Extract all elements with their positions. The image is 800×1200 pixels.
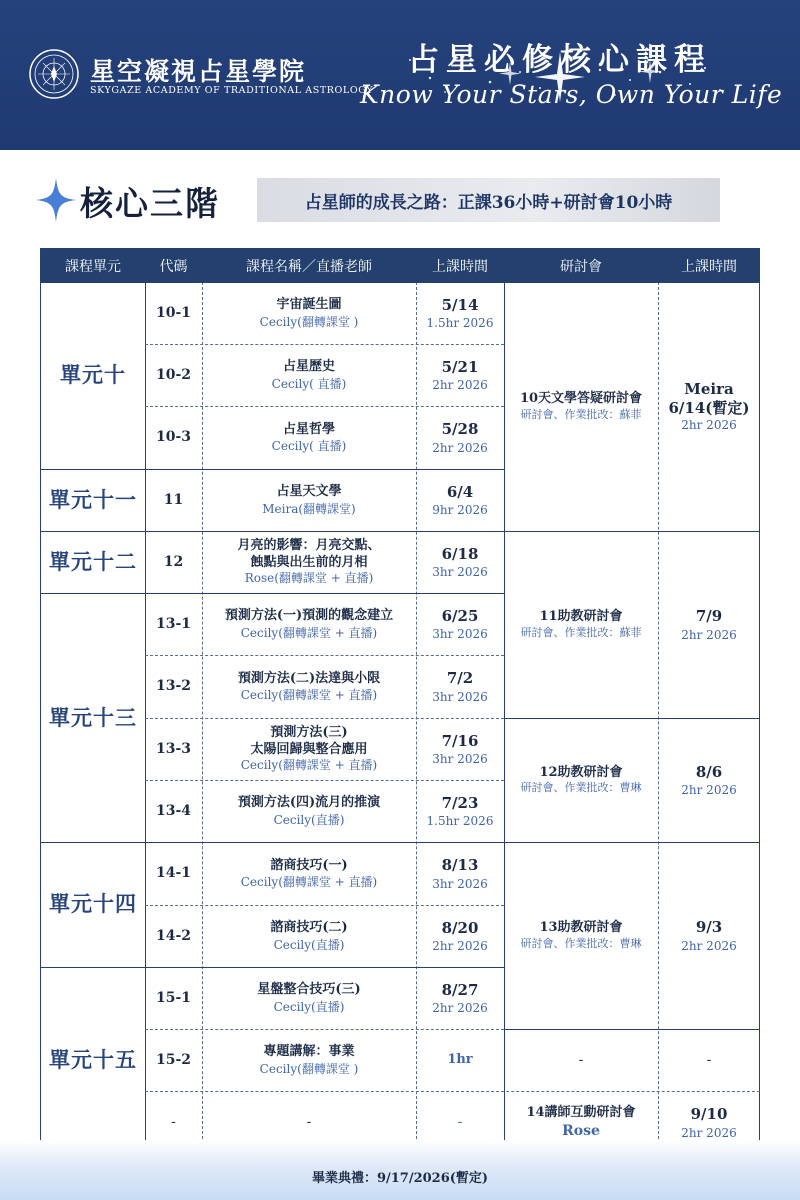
- seminar-time: [658, 842, 760, 1029]
- academy-logo-icon: [28, 48, 80, 100]
- academy-name-en: SKYGAZE ACADEMY OF TRADITIONAL ASTROLOGY: [90, 85, 374, 96]
- seminar-duration: 2hr 2026: [681, 1125, 737, 1140]
- row-time: [416, 718, 504, 780]
- row-code: 15-1: [155, 989, 192, 1006]
- row-code: 10-3: [155, 429, 192, 446]
- seminar-date: 7/9: [695, 607, 723, 626]
- header-unit: 課程單元: [41, 249, 145, 282]
- row-code: -: [171, 1114, 176, 1131]
- row-course: [202, 344, 416, 406]
- row-course: -: [306, 1114, 312, 1131]
- four-point-star-icon: [36, 178, 76, 222]
- header-seminar: 研討會: [504, 249, 658, 282]
- course-duration: 3hr 2026: [432, 876, 488, 891]
- seminar-title: 14講師互動研討會: [526, 1105, 636, 1121]
- course-teacher: Cecily(翻轉課堂 + 直播): [240, 875, 378, 890]
- seminar-date: 6/14(暫定): [668, 399, 750, 417]
- course-duration: 2hr 2026: [432, 378, 488, 393]
- course-date: 8/13: [441, 856, 479, 875]
- seminar-cell: [504, 842, 658, 1029]
- seminar-duration: 2hr 2026: [681, 783, 737, 798]
- course-name: 蝕點與出生前的月相: [250, 554, 368, 570]
- course-duration: 3hr 2026: [432, 565, 488, 580]
- seminar-time: [658, 531, 760, 718]
- slogan: Know Your Stars, Own Your Life: [360, 80, 783, 109]
- row-time: [416, 344, 504, 406]
- seminar-date: 8/6: [695, 762, 723, 781]
- seminar-subtitle: 研討會、作業批改：蘇菲: [520, 407, 642, 421]
- row-time: [416, 842, 504, 905]
- row-course: [202, 406, 416, 469]
- row-code: 14-2: [155, 927, 192, 944]
- course-duration: 1.5hr 2026: [426, 814, 494, 829]
- row-course: [202, 1029, 416, 1091]
- seminar-time: [658, 282, 760, 531]
- course-name: 預測方法(三): [270, 725, 348, 741]
- course-date: 6/4: [446, 482, 474, 501]
- course-duration: 9hr 2026: [432, 503, 488, 518]
- seminar-cell: -: [578, 1051, 584, 1068]
- course-date: 6/25: [441, 606, 479, 625]
- course-date: 7/16: [441, 731, 479, 750]
- course-duration: 1hr: [447, 1052, 473, 1068]
- row-time: [416, 655, 504, 718]
- seminar-title: 13助教研討會: [539, 920, 623, 936]
- seminar-subtitle: 研討會、作業批改：曹琳: [520, 781, 642, 795]
- course-teacher: Meira(翻轉課堂): [262, 501, 356, 516]
- row-code: 10-1: [155, 304, 192, 321]
- row-time: [416, 469, 504, 531]
- row-code: 12: [163, 553, 184, 570]
- course-duration: 3hr 2026: [432, 752, 488, 767]
- course-date: 6/18: [441, 544, 479, 563]
- course-teacher: Cecily(翻轉課堂 ): [259, 314, 359, 329]
- course-teacher: Rose(翻轉課堂 + 直播): [244, 570, 374, 585]
- course-schedule-table: [40, 248, 760, 1154]
- row-code: 14-1: [155, 865, 192, 882]
- row-time: [416, 1029, 504, 1091]
- row-course: [202, 282, 416, 344]
- course-teacher: Cecily(翻轉課堂 ): [259, 1061, 359, 1076]
- header-course-name: 課程名稱／直播老師: [202, 249, 416, 282]
- course-date: 5/28: [441, 420, 479, 439]
- course-teacher: Cecily( 直播): [271, 376, 347, 391]
- row-code: 10-2: [155, 366, 192, 383]
- course-teacher: Cecily(直播): [273, 937, 345, 952]
- course-name: 占星天文學: [276, 484, 342, 500]
- unit-10: 單元十: [60, 362, 126, 388]
- course-name: 諮商技巧(一): [270, 857, 348, 873]
- unit-13: 單元十三: [49, 704, 137, 730]
- seminar-teacher: Meira: [684, 380, 734, 399]
- course-duration: 1.5hr 2026: [426, 316, 494, 331]
- row-course: [202, 718, 416, 780]
- seminar-title: 11助教研討會: [539, 609, 623, 625]
- header-seminar-time: 上課時間: [658, 249, 760, 282]
- course-date: 7/23: [441, 793, 479, 812]
- row-time: [416, 531, 504, 593]
- seminar-subtitle: 研討會、作業批改：曹琳: [520, 936, 642, 950]
- course-teacher: Cecily(翻轉課堂 + 直播): [240, 757, 378, 772]
- row-course: [202, 469, 416, 531]
- course-teacher: Cecily(直播): [273, 999, 345, 1014]
- seminar-cell: [504, 282, 658, 531]
- row-course: [202, 905, 416, 967]
- row-code: 11: [163, 491, 184, 508]
- row-code: 13-2: [155, 678, 192, 695]
- course-date: 7/2: [446, 669, 474, 688]
- course-teacher: Cecily( 直播): [271, 439, 347, 454]
- course-name: 預測方法(四)流月的推演: [237, 795, 381, 811]
- row-course: [202, 842, 416, 905]
- course-date: 8/20: [441, 918, 479, 937]
- unit-14: 單元十四: [49, 891, 137, 917]
- course-duration: 2hr 2026: [432, 939, 488, 954]
- graduation-note: 畢業典禮：9/17/2026(暫定): [311, 1171, 489, 1186]
- row-course: [202, 593, 416, 655]
- row-code: 13-4: [155, 802, 192, 819]
- course-name: 占星歷史: [282, 359, 335, 375]
- row-course: [202, 531, 416, 593]
- course-date: 5/21: [441, 357, 479, 376]
- seminar-date: 9/3: [695, 918, 723, 937]
- row-time: -: [457, 1114, 463, 1131]
- row-code: 13-3: [155, 740, 192, 757]
- seminar-cell: [504, 718, 658, 842]
- course-title: 占星必修核心課程: [408, 42, 712, 78]
- row-course: [202, 780, 416, 842]
- course-name: 星盤整合技巧(三): [257, 982, 361, 998]
- row-time: [416, 406, 504, 469]
- row-time: [416, 967, 504, 1029]
- seminar-duration: 2hr 2026: [681, 417, 737, 432]
- course-date: 8/27: [441, 980, 479, 999]
- seminar-cell: [504, 531, 658, 718]
- unit-11: 單元十一: [49, 486, 137, 512]
- row-code: 15-2: [155, 1051, 192, 1068]
- course-duration: 2hr 2026: [432, 1001, 488, 1016]
- course-teacher: Cecily(直播): [273, 812, 345, 827]
- course-name: 諮商技巧(二): [270, 920, 348, 936]
- header-code: 代碼: [145, 249, 202, 282]
- seminar-subtitle: 研討會、作業批改：蘇菲: [520, 625, 642, 639]
- course-duration: 3hr 2026: [432, 627, 488, 642]
- course-name: 月亮的影響：月亮交點、: [237, 538, 381, 554]
- unit-12: 單元十二: [49, 548, 137, 574]
- course-teacher: Cecily(翻轉課堂 + 直播): [240, 688, 378, 703]
- row-course: [202, 967, 416, 1029]
- seminar-duration: 2hr 2026: [681, 938, 737, 953]
- row-code: 13-1: [155, 615, 192, 632]
- row-time: [416, 282, 504, 344]
- seminar-date: 9/10: [690, 1105, 728, 1124]
- course-duration: 3hr 2026: [432, 689, 488, 704]
- course-duration: 2hr 2026: [432, 440, 488, 455]
- seminar-time: [658, 718, 760, 842]
- seminar-title: 12助教研討會: [539, 764, 623, 780]
- row-time: [416, 905, 504, 967]
- header-banner: [0, 0, 800, 150]
- course-name: 預測方法(二)法達與小限: [237, 670, 381, 686]
- course-date: 5/14: [441, 295, 479, 314]
- row-course: [202, 655, 416, 718]
- section-title: 核心三階: [80, 184, 220, 223]
- course-name: 太陽回歸與整合應用: [250, 741, 368, 757]
- course-name: 宇宙誕生圖: [276, 297, 342, 313]
- course-name: 專題講解：事業: [263, 1044, 355, 1060]
- header-class-time: 上課時間: [416, 249, 504, 282]
- seminar-time: -: [706, 1051, 712, 1068]
- row-time: [416, 780, 504, 842]
- seminar-duration: 2hr 2026: [681, 627, 737, 642]
- seminar-host: Rose: [562, 1122, 600, 1139]
- course-name: 預測方法(一)預測的觀念建立: [224, 608, 394, 624]
- seminar-title: 10天文學答疑研討會: [519, 391, 643, 407]
- row-time: [416, 593, 504, 655]
- course-teacher: Cecily(翻轉課堂 + 直播): [240, 625, 378, 640]
- course-name: 占星哲學: [282, 421, 335, 437]
- unit-15: 單元十五: [49, 1047, 137, 1073]
- academy-name-zh: 星空凝視占星學院: [90, 57, 307, 86]
- section-subtitle: 占星師的成長之路：正課36小時+研討會10小時: [257, 178, 720, 222]
